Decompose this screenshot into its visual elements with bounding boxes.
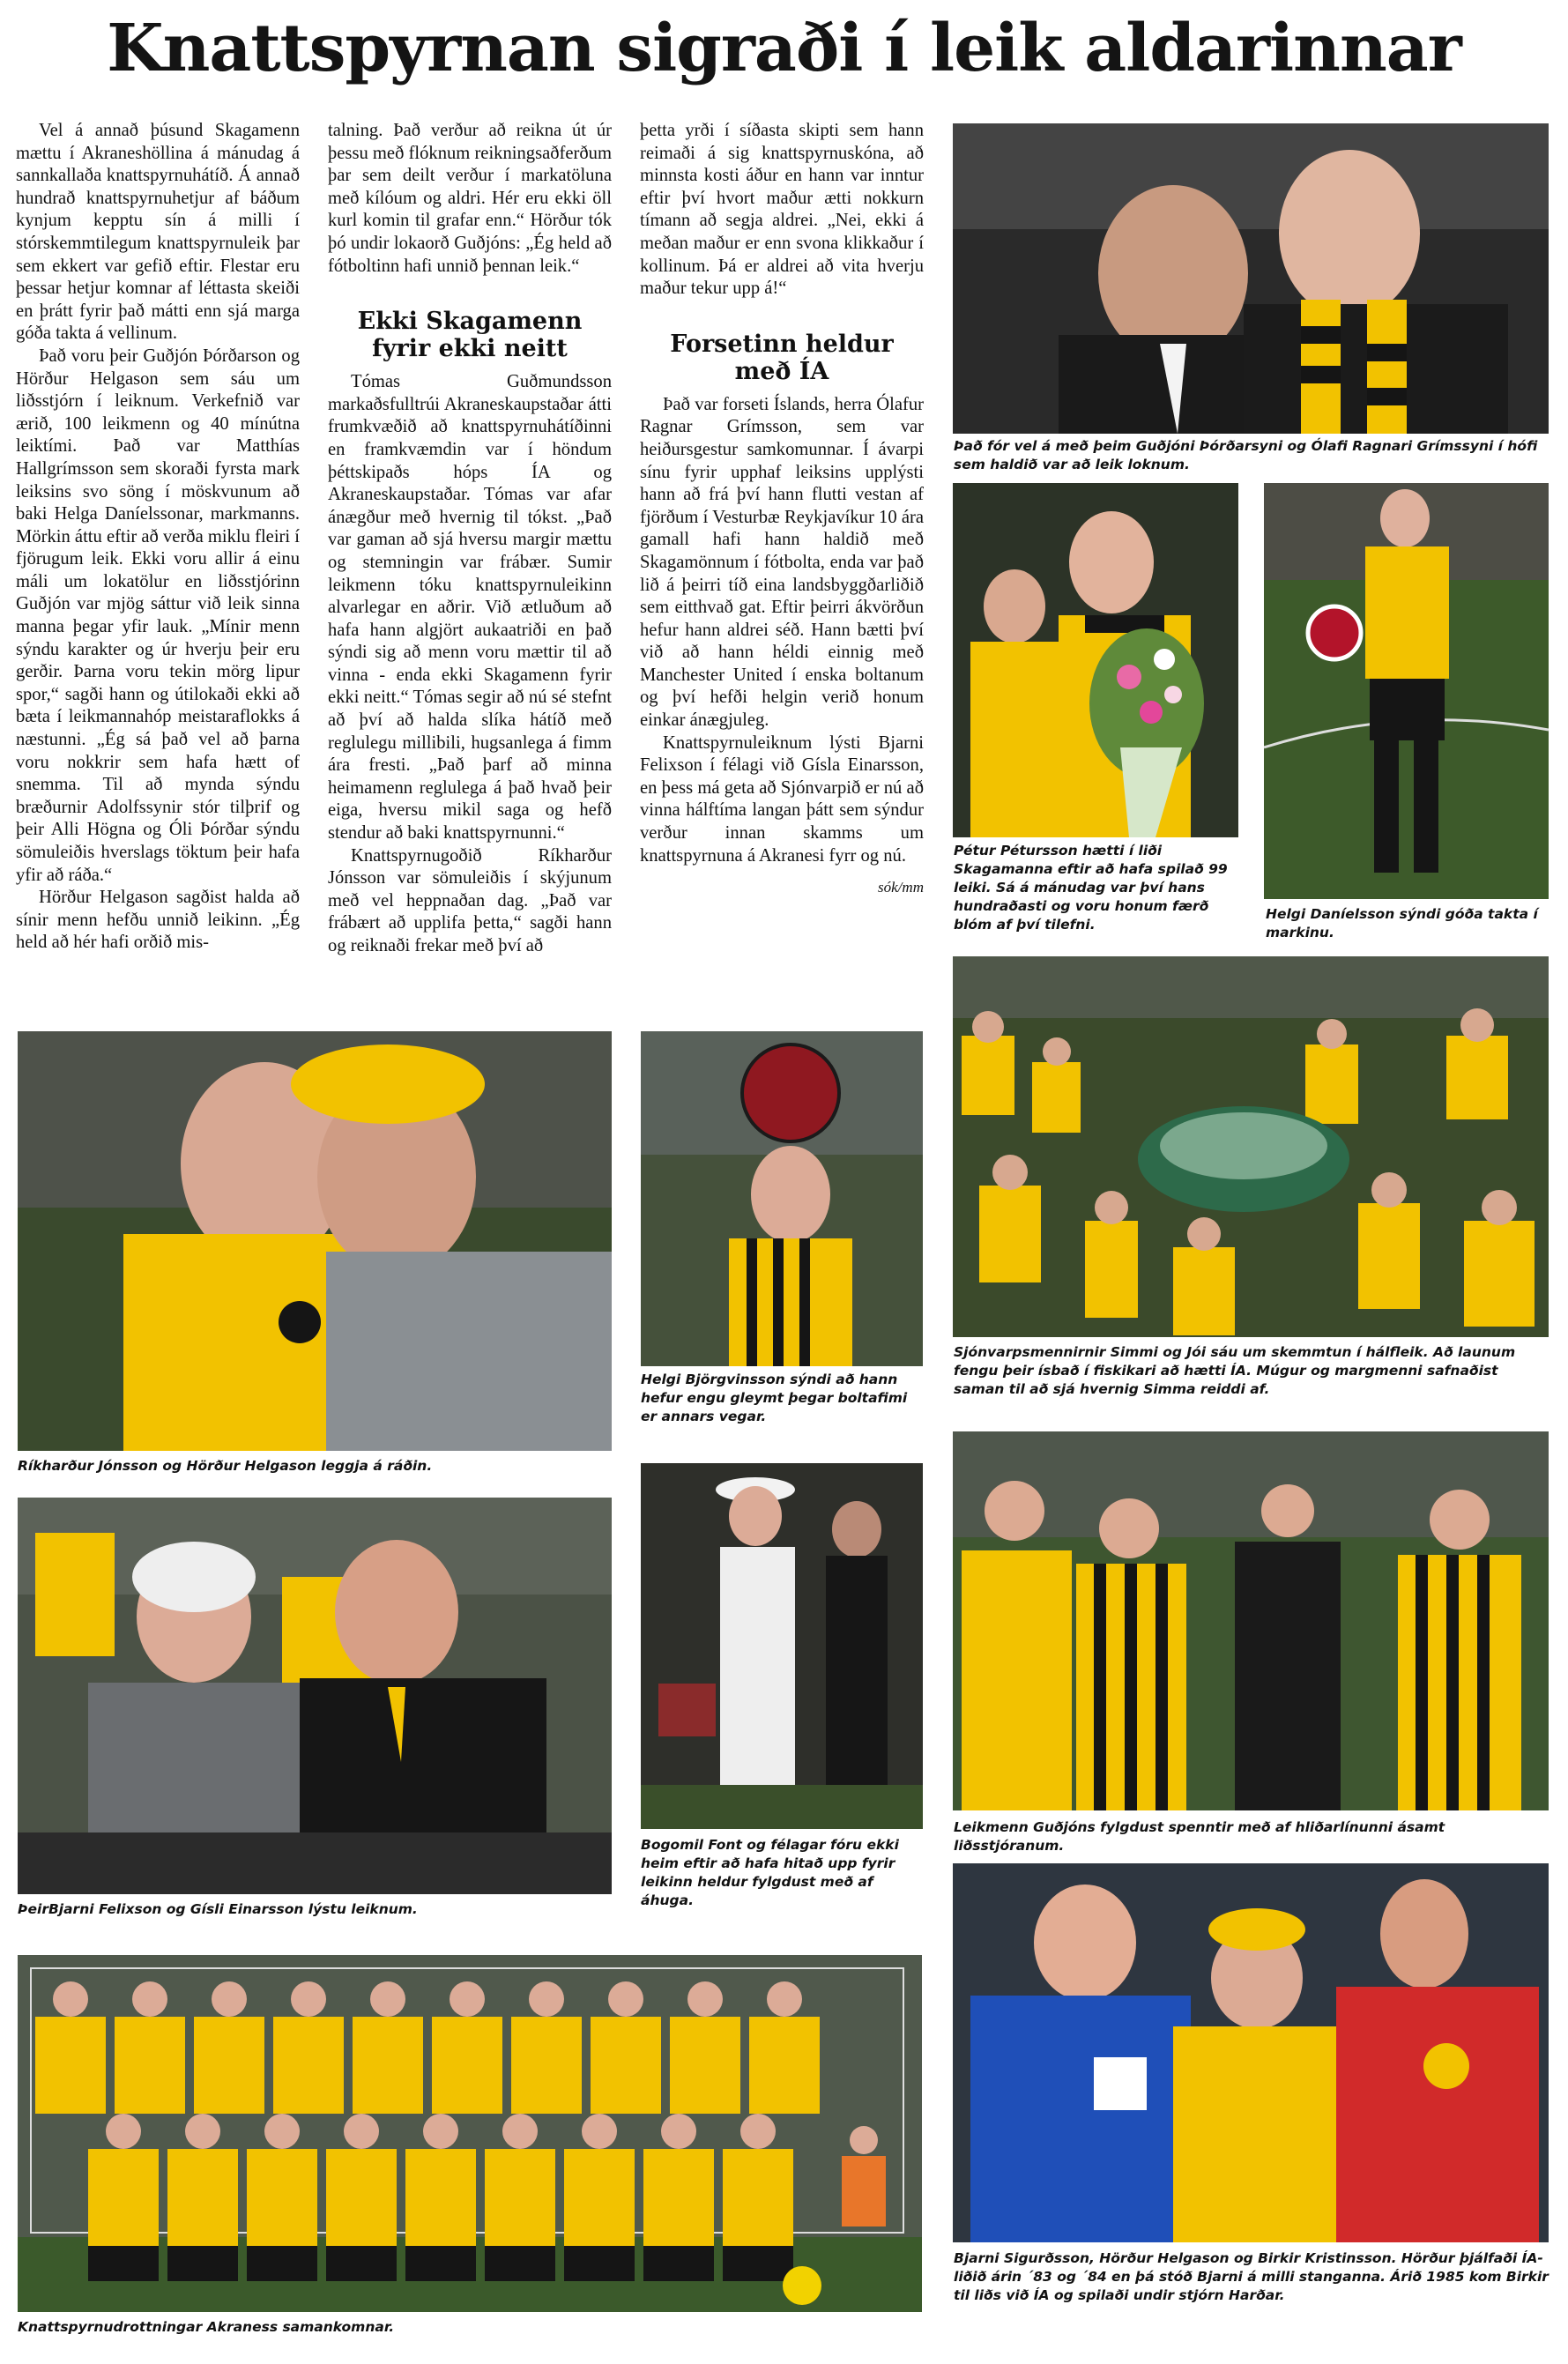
photo-crowd (953, 956, 1549, 1337)
article-column-3 (640, 120, 924, 1014)
photo-womens-team (18, 1955, 922, 2312)
photo-rikhardur (18, 1031, 612, 1451)
article-column-1 (16, 120, 300, 1014)
paragraph: Hörður Helgason sagðist halda að sínir menn hefðu unnið leikinn. „Ég held að hér hafi orðið mis- (16, 888, 300, 953)
photo-sideline (953, 1431, 1549, 1810)
caption-sideline: Leikmenn Guðjóns fylgdust spenntir með af hliðarlínunni ásamt liðsstjóranum. (954, 1819, 1445, 1854)
paragraph: Tómas Guðmundsson markaðsfulltrúi Akraneskaupstaðar átti frumkvæðið að knattspyrnuhátíðinni en framkvæmdin var í höndum þéttskipaðs hóps ÍA og Akraneskaupstaðar. Tómas var afar ánægður með hvernig til tókst. „Það var gaman að sjá hversu margir mættu og stemningin var frábær. Sumir leikmenn tóku knattspyrnuleikinn alvarlegar en aðrir. Við ætluðum að hafa hann algjört aukaatriði en það sýndi sig að menn voru mættir til að vinna - enda ekki Skagamenn fyrir ekki neitt.“ Tómas segir að nú sé stefnt að því að halda slíka hátíð með reglulegu millibili, hugsanlega á fimm ára fresti. „Það þarf að minna heimamenn reglulega á það hvað þeir eiga, hversu mikil saga og hefð stendur að baki knattspyrnunni.“ (328, 372, 612, 844)
caption-bogomil: Bogomil Font og félagar fóru ekki heim eftir að hafa hitað upp fyrir leikinn heldur fylgdust með af áhuga. (641, 1837, 899, 1908)
paragraph: Það voru þeir Guðjón Þórðarson og Hörður Helgason sem sáu um liðsstjórn í leiknum. Verkefnið var ærið, 100 leikmenn og 40 mínútna leiktími. Það var Matthías Hallgrímsson sem skoraði fyrsta mark leiksins svo söng í möskvunum að baki Helga Daníelssonar, markmanns. Mörkin áttu eftir að verða miklu fleiri í fjörugum leik. Ekki voru allir á einu máli um lokatölur en liðsstjórinn Guðjón var mjög sáttur við leik sinna manna þegar yfir lauk. „Mínir menn sýndu karakter og úr hverju þeir eru gerðir. Þarna voru tekin mörg lipur spor,“ sagði hann og útilokaði ekki að bæta í leikmannahóp meistaraflokks á næstunni. „Ég sá það vel að þarna voru nokkrir sem hafa hætt of snemma. Til að mynda sýndu bræðurnir Adolfssynir stór tilþrif og þeir Alli Högna og Óli Þórðar sýndu sömuleiðis hverslags töktum þeir hafa yfir að ráða.“ (16, 346, 300, 885)
paragraph: Vel á annað þúsund Skagamenn mættu í Akraneshöllina á mánudag á sannkallaða knattspyrnuhátíð. Á annað hundrað knattspyrnuhetjur af báðum kynjum kepptu sín á milli í stórskemmtilegum knattspyrnuleik þar sem ekkert var gefið eftir. Flestar eru þessar hetjur komnar af léttasta skeiði en þrátt fyrir það mátti enn sjá marga góða takta á vellinum. (16, 121, 300, 344)
article-column-2 (328, 120, 612, 1014)
caption-president: Það fór vel á með þeim Guðjóni Þórðarsyni og Ólafi Ragnari Grímssyni í hófi sem haldið var að leik loknum. (954, 438, 1538, 472)
subheading: Forsetinn heldur með ÍA (670, 330, 894, 385)
caption-crowd: Sjónvarpsmennirnir Simmi og Jói sáu um skemmtun í hálfleik. Að launum fengu þeir ísbað í fiskikari að hætti ÍA. Múgur og margmenni safnaðist saman til að sjá hvernig Simma reiddi af. (954, 1344, 1516, 1397)
paragraph: Knattspyrnugoðið Ríkharður Jónsson var sömuleiðis í skýjunum með vel heppnaðan dag. „Það var frábært að upplifa þetta,“ sagði hann og reiknaði frekar með því að (328, 845, 612, 955)
paragraph: Knattspyrnuleiknum lýsti Bjarni Felixson í félagi við Gísla Einarsson, en þess má geta að Sjónvarpið er nú að vinna hálftíma langan þátt sem sýndur verður innan skamms um knattspyrnuna á Akranesi fyrr og nú. (640, 732, 924, 866)
caption-commentators: ÞeirBjarni Felixson og Gísli Einarsson lýstu leiknum. (18, 1901, 418, 1917)
photo-president (953, 123, 1549, 434)
caption-helgi-danielsson: Helgi Daníelsson sýndi góða takta í markinu. (1266, 906, 1538, 940)
byline: sók/mm (878, 879, 924, 896)
caption-petur: Pétur Pétursson hætti í liði Skagamanna eftir að hafa spilað 99 leiki. Sá á mánudag var því hans hundraðasti og voru honum færð blóm af því tilefni. (954, 843, 1228, 933)
photo-helgi-bjorgvinsson (641, 1031, 923, 1366)
photo-helgi-danielsson (1264, 483, 1549, 899)
headline: Knattspyrnan sigraði í leik aldarinnar (107, 11, 1461, 86)
caption-womens-team: Knattspyrnudrottningar Akraness samankomnar. (18, 2319, 395, 2335)
photo-commentators (18, 1498, 612, 1894)
paragraph: Það var forseti Íslands, herra Ólafur Ragnar Grímsson, sem var heiðursgestur samkomunnar. Í ávarpi sínu fyrir upphaf leiksins upplýsti hann að frá því hann flutti vestan af fjörðum í Vesturbæ Reykjavíkur 10 ára gamall hafi hann haldið með Skagamönnum í fótbolta, enda var það lið á þeirri tíð eina landsbyggðarliðið sem eitthvað gat. Eftir þeirri ákvörðun hefur hann aldrei séð. Hann bætti því við að hann héldi einnig með Manchester United í enska boltanum og því hefði helgin verið honum einkar ánægjuleg. (640, 394, 924, 731)
caption-goalkeepers: Bjarni Sigurðsson, Hörður Helgason og Birkir Kristinsson. Hörður þjálfaði ÍA-liðið árin ´83 og ´84 en þá stóð Bjarni á milli stanganna. Árið 1985 kom Birkir til liðs við ÍA og spilaði undir stjórn Harðar. (954, 2250, 1549, 2303)
photo-goalkeepers (953, 1863, 1549, 2242)
subheading: Ekki Skagamenn fyrir ekki neitt (357, 308, 583, 363)
paragraph: talning. Það verður að reikna út úr þessu með flóknum reikningsaðferðum þar sem deilt verður í markatöluna með kílóum og aldri. Hér eru ekki öll kurl komin til grafar enn.“ Hörður tók þó undir lokaorð Guðjóns: „Ég held að fótboltinn hafi unnið þennan leik.“ (328, 121, 612, 276)
paragraph: þetta yrði í síðasta skipti sem hann reimaði á sig knattspyrnuskóna, að minnsta kosti áður en hann var inntur eftir því hvort maður ætti nokkurn tímann að segja aldrei. „Nei, ekki á meðan maður er enn svona klikkaður í kollinum. Þá er aldrei að vita hverju maður tekur upp á!“ (640, 121, 924, 299)
photo-bogomil (641, 1463, 923, 1829)
caption-helgi-bjorgvinsson: Helgi Björgvinsson sýndi að hann hefur engu gleymt þegar boltafimi er annars vegar. (641, 1372, 908, 1424)
caption-rikhardur: Ríkharður Jónsson og Hörður Helgason leggja á ráðin. (18, 1458, 433, 1474)
photo-petur (953, 483, 1238, 837)
